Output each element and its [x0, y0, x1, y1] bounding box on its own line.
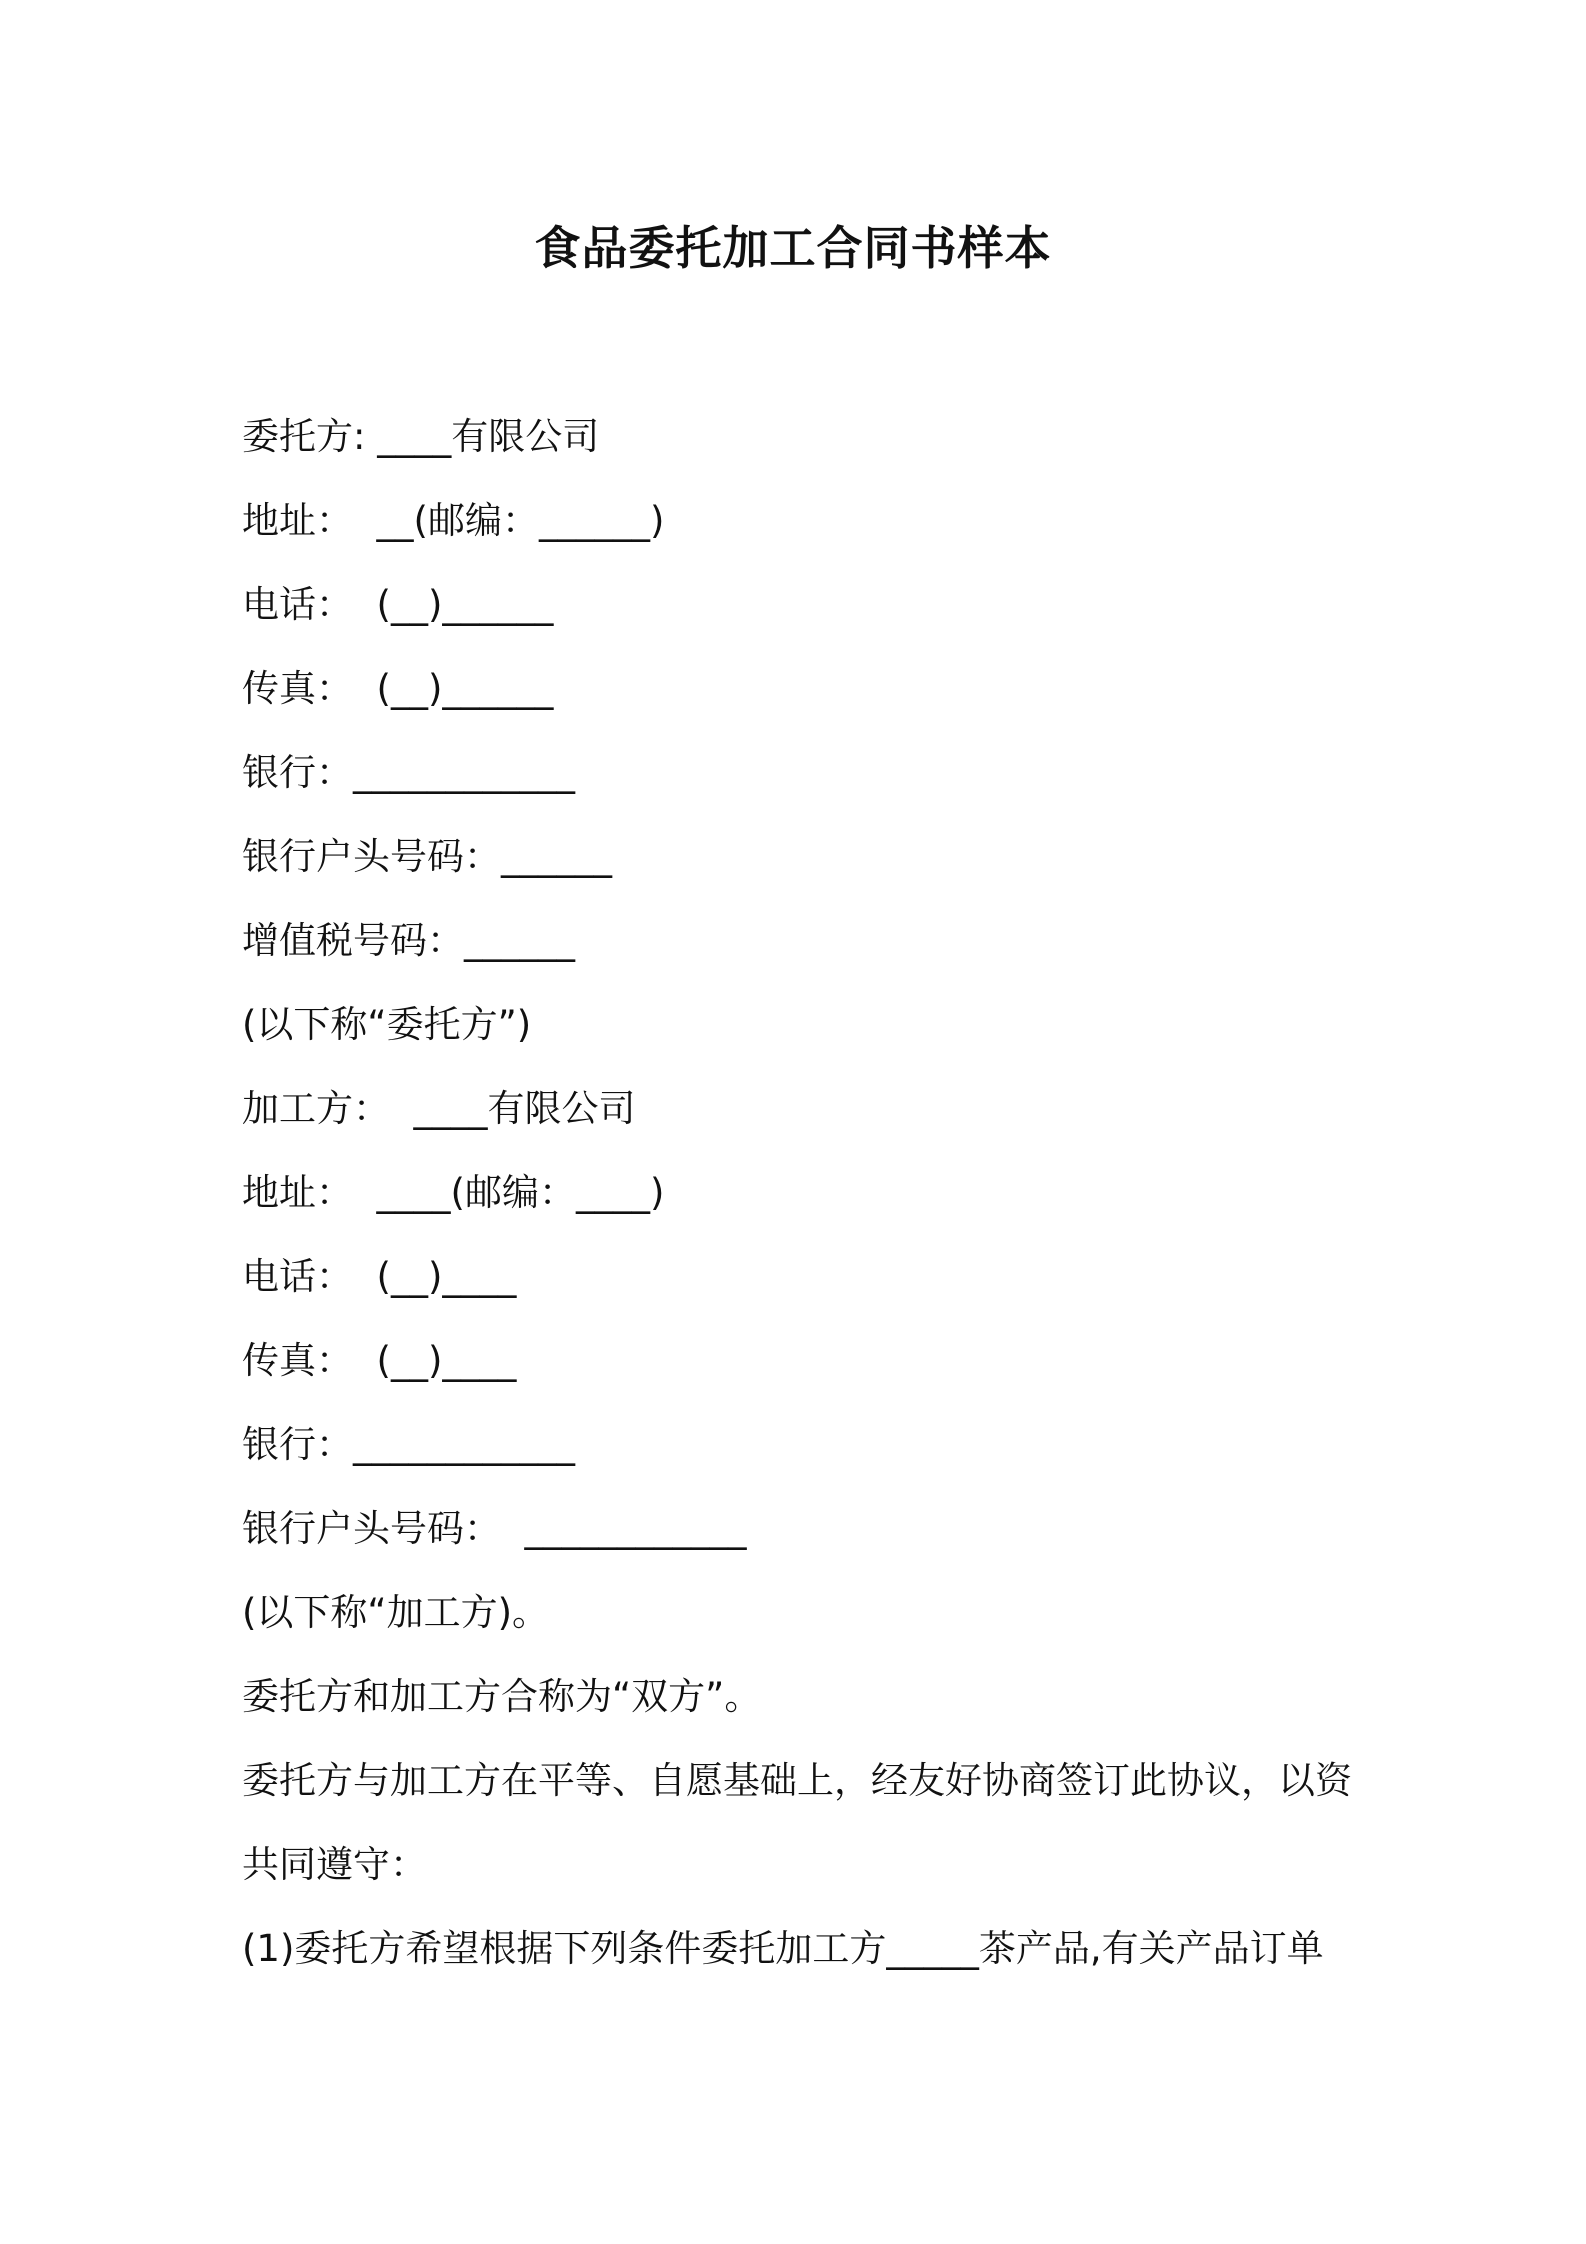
- client-bank-line: 银行：____________: [242, 751, 575, 794]
- client-bank-account-line: 银行户头号码：______: [242, 835, 612, 878]
- parties-definition-line: 委托方和加工方合称为“双方”。: [242, 1675, 762, 1718]
- processor-phone-line: 电话： (__)____: [242, 1255, 517, 1298]
- agreement-intro-line: 委托方与加工方在平等、自愿基础上，经友好协商签订此协议，以资: [242, 1759, 1352, 1802]
- client-fax-line: 传真： (__)______: [242, 667, 554, 710]
- clause-1-line: (1)委托方希望根据下列条件委托加工方_____茶产品,有关产品订单: [242, 1927, 1324, 1970]
- client-name-line: 委托方: ____有限公司: [242, 415, 600, 458]
- agreement-intro-line-continued: 共同遵守：: [242, 1843, 427, 1886]
- document-title: 食品委托加工合同书样本: [534, 221, 1052, 275]
- client-alias-line: (以下称“委托方”): [242, 1003, 532, 1046]
- processor-alias-line: (以下称“加工方)。: [242, 1591, 550, 1634]
- client-address-line: 地址： __(邮编：______): [242, 499, 665, 542]
- processor-fax-line: 传真： (__)____: [242, 1339, 517, 1382]
- processor-bank-account-line: 银行户头号码： ____________: [242, 1507, 747, 1550]
- client-phone-line: 电话： (__)______: [242, 583, 554, 626]
- client-vat-number-line: 增值税号码：______: [242, 919, 575, 962]
- document-body: [242, 395, 1402, 1991]
- processor-bank-line: 银行：____________: [242, 1423, 575, 1466]
- processor-name-line: 加工方： ____有限公司: [242, 1087, 636, 1130]
- processor-address-line: 地址： ____(邮编：____): [242, 1171, 665, 1214]
